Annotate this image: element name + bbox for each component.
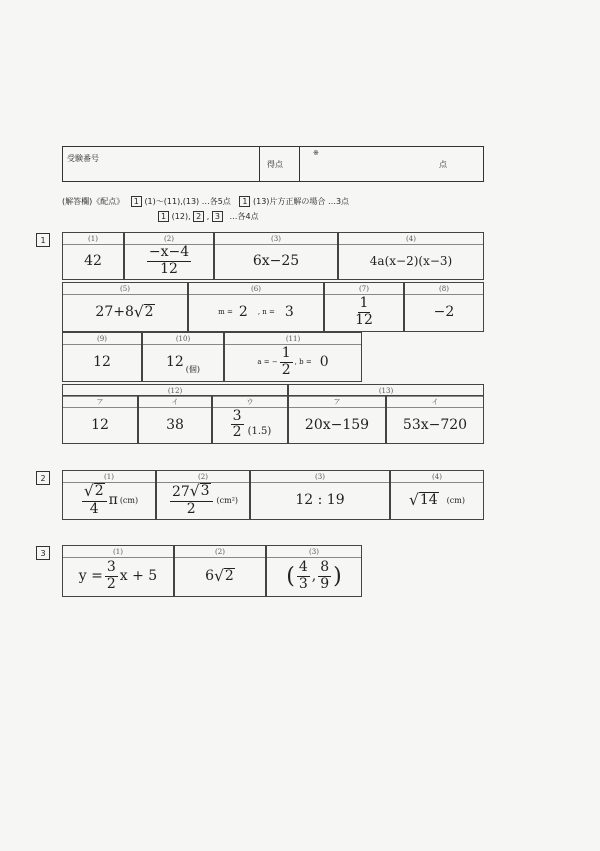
answer-value: y = $\frac{3}{2}$ x + 5 (78, 559, 158, 592)
fraction: $\frac{3}{2}$ (106, 559, 116, 592)
answer-label: (2) (175, 547, 265, 558)
scoring-note-text: (13)片方正解の場合 …3点 (252, 197, 350, 206)
answer-value (125, 243, 213, 279)
question-number-2: 2 (36, 471, 50, 485)
answer-1-12-b (138, 395, 212, 444)
scoring-note-line1 (62, 196, 349, 207)
answer-2-4 (390, 470, 484, 520)
answer-label: ア (289, 397, 385, 408)
answer-label: (10) (143, 334, 223, 345)
answer-3-1 (62, 545, 174, 597)
answer-value: 27+8 √ 2 (95, 303, 154, 321)
answer-value: 4a(x−2)(x−3) (369, 254, 453, 268)
answer-label: (4) (391, 472, 483, 483)
score-divider (299, 147, 300, 181)
answer-1-12-c (212, 395, 288, 444)
scoring-note-box: 2 (193, 211, 204, 222)
answer-2-2 (156, 470, 250, 520)
scoring-note-box: 3 (212, 211, 223, 222)
answer-value (325, 293, 403, 331)
header-divider (259, 147, 260, 181)
answer-label: ア (63, 397, 137, 408)
scoring-note-line2 (158, 211, 259, 222)
question-number-1: 1 (36, 233, 50, 247)
fraction: $\frac{1}{12}$ (355, 295, 373, 328)
answer-label: (1) (63, 547, 173, 558)
fraction: $\frac{4}{3}$ (298, 559, 308, 592)
fraction: $\frac{-x-4}{12}$ (148, 244, 190, 277)
answer-1-5 (62, 282, 188, 332)
scoring-note-text: (1)〜(11),(13) …各5点 (144, 197, 231, 206)
answer-value: 20x−159 (304, 416, 370, 433)
answer-value: 42 (84, 253, 102, 269)
fraction: $\frac{3}{2}$ (232, 407, 242, 440)
answer-label: (3) (251, 472, 389, 483)
answer-value: 12 (個) (165, 354, 201, 374)
question-number-3: 3 (36, 546, 50, 560)
answer-value: 27 √ 3 2 (cm²) (171, 482, 239, 517)
answer-value: 6x−25 (252, 253, 300, 269)
answer-1-2 (124, 232, 214, 280)
answer-label: (13) (289, 386, 483, 397)
square-root: √ 2 (133, 303, 154, 321)
fraction: √ 2 4 (82, 483, 107, 517)
answer-1-9 (62, 332, 142, 382)
fraction: $\frac{8}{9}$ (320, 559, 330, 592)
answer-value: 6 √ 2 (205, 567, 234, 585)
answer-label: イ (139, 397, 211, 408)
exam-number-label: 受験番号 (67, 154, 99, 163)
score-unit: 点 (439, 160, 447, 169)
answer-value: 38 (166, 416, 184, 433)
answer-label: (2) (125, 234, 213, 245)
answer-label: (1) (63, 472, 155, 483)
answer-value: ( $\frac{4}{3}$ , $\frac{8}{9}$ ) (286, 559, 342, 592)
answer-label: (5) (63, 284, 187, 295)
header-box (62, 146, 484, 182)
fraction: $\frac{1}{2}$ (281, 345, 291, 378)
answer-value: −2 (433, 304, 455, 320)
answer-value: 12 (91, 416, 109, 433)
scoring-note-box: 1 (158, 211, 169, 222)
scoring-note-label: (解答欄)《配点》 (62, 197, 125, 206)
answer-value: a = − $\frac{1}{2}$ , b = 0 (257, 345, 329, 378)
answer-label: (11) (225, 334, 361, 345)
answer-label: (9) (63, 334, 141, 345)
answer-1-13-b (386, 395, 484, 444)
scoring-note-box: 1 (131, 196, 142, 207)
answer-label: (7) (325, 284, 403, 295)
answer-label: (4) (339, 234, 483, 245)
answer-label: ウ (213, 397, 287, 408)
square-root: √ 2 (214, 567, 234, 585)
answer-1-12-a (62, 395, 138, 444)
answer-label: (6) (189, 284, 323, 295)
answer-1-3 (214, 232, 338, 280)
answer-1-10 (142, 332, 224, 382)
answer-1-11 (224, 332, 362, 382)
answer-value: √ 2 4 π (cm) (83, 482, 139, 517)
answer-value: 12 (93, 354, 111, 370)
scoring-note-box: 1 (239, 196, 250, 207)
answer-3-3 (266, 545, 362, 597)
answer-label: (8) (405, 284, 483, 295)
answer-label: (12) (63, 386, 287, 397)
answer-1-6 (188, 282, 324, 332)
answer-1-7 (324, 282, 404, 332)
answer-label: イ (387, 397, 483, 408)
answer-value: 12 : 19 (295, 492, 345, 508)
answer-value: 53x−720 (402, 416, 468, 433)
fraction: 27 √ 3 2 (170, 483, 213, 517)
answer-2-3 (250, 470, 390, 520)
scoring-note-text: …各4点 (229, 212, 259, 221)
square-root: √ 14 (409, 491, 438, 509)
answer-value: √ 14 (cm) (409, 491, 465, 509)
answer-1-1 (62, 232, 124, 280)
score-mark: ※ (313, 149, 319, 157)
scoring-note-text: , (206, 212, 210, 221)
answer-1-13-a (288, 395, 386, 444)
answer-label: (3) (267, 547, 361, 558)
answer-value: m = 2 , n = 3 (218, 304, 294, 320)
answer-1-8 (404, 282, 484, 332)
answer-label: (3) (215, 234, 337, 245)
answer-value: $\frac{3}{2}$ (1.5) (232, 407, 272, 440)
score-label: 得点 (267, 160, 283, 169)
answer-3-2 (174, 545, 266, 597)
answer-label: (1) (63, 234, 123, 245)
answer-label: (2) (157, 472, 249, 483)
answer-1-4 (338, 232, 484, 280)
answer-2-1 (62, 470, 156, 520)
scoring-note-text: (12), (171, 212, 191, 221)
